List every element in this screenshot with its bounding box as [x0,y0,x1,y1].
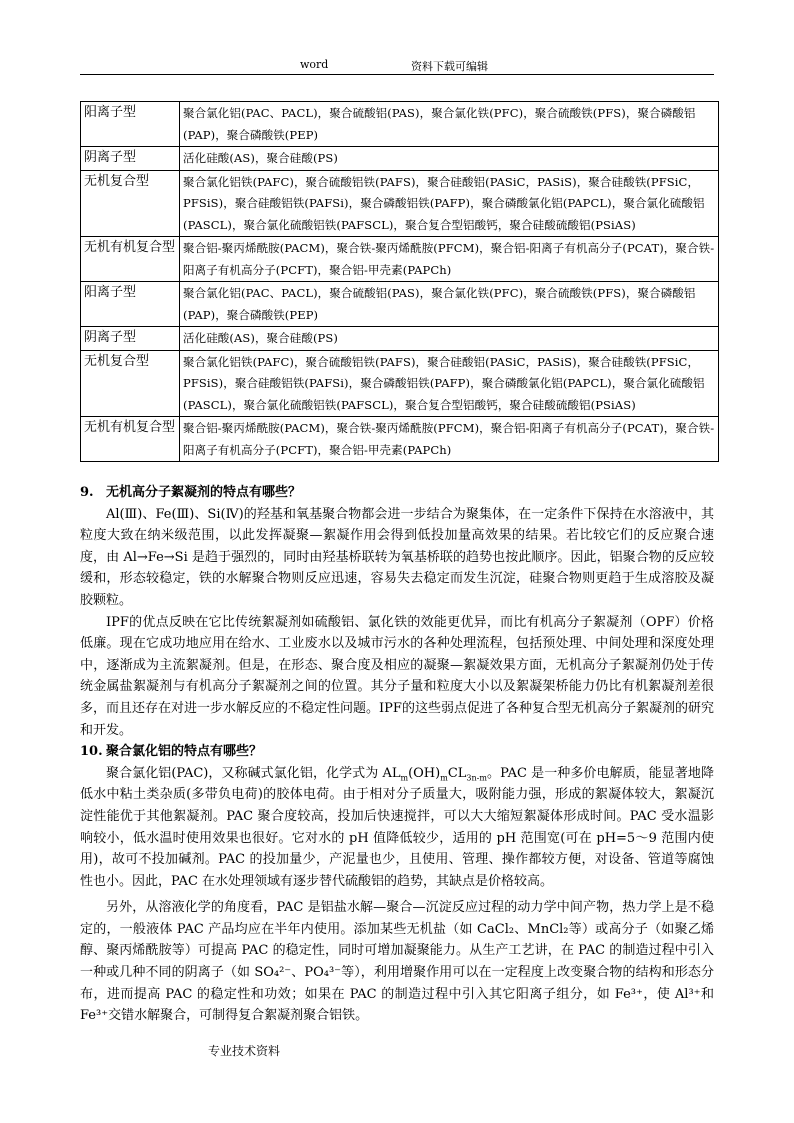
question-title: 聚合氯化铝的特点有哪些？ [106,744,263,760]
flocculant-type-cell: 阳离子型 [81,282,180,327]
flocculant-list-cell: 聚合氯化铝铁(PAFC)，聚合硫酸铝铁(PAFS)，聚合硅酸铝(PASiC，PASiS)，聚合硅酸铁(PFSiC，PFSiS)，聚合硅酸铝铁(PAFSi)，聚合磷酸铝铁(PAFP)，聚合磷酸氯化铝(PAPCL)，聚合氯化硫酸铝(PASCL)，聚合氯化硫酸铝铁(PAFSCL)，聚合复合型铝酸钙，聚合硅酸硫酸铝(PSiAS) [180,170,719,237]
text-run: 聚合氯化铝(PAC)，又称碱式氯化铝，化学式为 AL [106,765,401,781]
flocculant-type-cell: 无机复合型 [81,350,180,417]
question-9-heading [80,482,714,504]
flocculant-list-cell: 聚合铝-聚丙烯酰胺(PACM)，聚合铁-聚丙烯酰胺(PFCM)，聚合铝-阳离子有机高分子(PCAT)，聚合铁-阳离子有机高分子(PCFT)，聚合铝-甲壳素(PAPCh) [180,237,719,282]
flocculant-list-cell: 活化硅酸(AS)，聚合硅酸(PS) [180,147,719,171]
table-row [81,282,719,327]
document-body [80,482,714,1027]
flocculant-list-cell: 活化硅酸(AS)，聚合硅酸(PS) [180,327,719,351]
question-number: 9. [80,485,94,500]
table-row [81,170,719,237]
flocculant-list-cell: 聚合氯化铝(PAC、PACL)，聚合硫酸铝(PAS)，聚合氯化铁(PFC)，聚合硫酸铁(PFS)，聚合磷酸铝(PAP)，聚合磷酸铁(PEP) [180,102,719,147]
paragraph: IPF的优点反映在它比传统絮凝剂如硫酸铝、氯化铁的效能更优异，而比有机高分子絮凝剂（OPF）价格低廉。现在它成功地应用在给水、工业废水以及城市污水的各种处理流程，包括预处理、中间处理和深度处理中，逐渐成为主流絮凝剂。但是，在形态、聚合度及相应的凝聚—絮凝效果方面，无机高分子絮凝剂仍处于传统金属盐絮凝剂与有机高分子絮凝剂之间的位置。其分子量和粒度大小以及絮凝架桥能力仍比有机絮凝剂差很多，而且还存在对进一步水解反应的不稳定性问题。IPF的这些弱点促进了各种复合型无机高分子絮凝剂的研究和开发。 [80,614,714,738]
question-10-heading [80,741,714,763]
flocculant-type-cell: 无机有机复合型 [81,237,180,282]
flocculant-list-cell: 聚合氯化铝(PAC、PACL)，聚合硫酸铝(PAS)，聚合氯化铁(PFC)，聚合硫酸铁(PFS)，聚合磷酸铝(PAP)，聚合磷酸铁(PEP) [180,282,719,327]
table-row [81,417,719,462]
table-row [81,102,719,147]
flocculant-type-cell: 阳离子型 [81,102,180,147]
question-title: 无机高分子絮凝剂的特点有哪些？ [106,485,302,500]
paragraph [80,763,714,893]
header-word-label: word [300,58,329,71]
page-header [80,56,714,75]
flocculant-list-cell: 聚合铝-聚丙烯酰胺(PACM)，聚合铁-聚丙烯酰胺(PFCM)，聚合铝-阳离子有机高分子(PCAT)，聚合铁-阳离子有机高分子(PCFT)，聚合铝-甲壳素(PAPCh) [180,417,719,462]
table-row [81,327,719,351]
table-row [81,147,719,171]
flocculant-classification-table [80,101,719,462]
paragraph: Al(Ⅲ)、Fe(Ⅲ)、Si(Ⅳ)的羟基和氧基聚合物都会进一步结合为聚集体，在一定条件下保持在水溶液中，其粒度大致在纳米级范围，以此发挥凝聚—絮凝作用会得到低投加量高效果的结果。若比较它们的反应聚合速度，由 Al→Fe→Si 是趋于强烈的，同时由羟基桥联转为氧基桥联的趋势也按此顺序。因此，铝聚合物的反应较缓和，形态较稳定，铁的水解聚合物则反应迅速，容易失去稳定而发生沉淀，硅聚合物则更趋于生成溶胶及凝胶颗粒。 [80,506,714,608]
table-row [81,350,719,417]
chemical-formula: $_m(OH)_mCL_{3n-m}$ [400,765,487,783]
flocculant-type-cell: 无机有机复合型 [81,417,180,462]
header-download-label: 资料下载可编辑 [411,60,488,73]
text-run: 。PAC 是一种多价电解质，能显著地降低水中粘土类杂质(多带负电荷)的胶体电荷。由于相对分子质量大，吸附能力强，形成的絮凝体较大，絮凝沉淀性能优于其他絮凝剂。PAC 聚合度较高，投加后快速搅拌，可以大大缩短絮凝体形成时间。PAC 受水温影响较小，低水温时使用效果也很好。它对水的 pH 值降低较少，适用的 pH 范围宽(可在 pH=5～9 范围内使用)，故可不投加碱剂。PAC 的投加量少，产泥量也少，且使用、管理、操作都较方便，对设备、管道等腐蚀性也小。因此，PAC 在水处理领域有逐步替代硫酸铝的趋势，其缺点是价格较高。 [80,765,714,889]
flocculant-type-cell: 阴离子型 [81,147,180,171]
flocculant-list-cell: 聚合氯化铝铁(PAFC)，聚合硫酸铝铁(PAFS)，聚合硅酸铝(PASiC，PASiS)，聚合硅酸铁(PFSiC，PFSiS)，聚合硅酸铝铁(PAFSi)，聚合磷酸铝铁(PAFP)，聚合磷酸氯化铝(PAPCL)，聚合氯化硫酸铝(PASCL)，聚合氯化硫酸铝铁(PAFSCL)，聚合复合型铝酸钙，聚合硅酸硫酸铝(PSiAS) [180,350,719,417]
table-row [81,237,719,282]
flocculant-type-cell: 无机复合型 [81,170,180,237]
flocculant-type-cell: 阴离子型 [81,327,180,351]
page-footer: 专业技术资料 [208,1044,281,1058]
paragraph: 另外，从溶液化学的角度看，PAC 是铝盐水解—聚合—沉淀反应过程的动力学中间产物，热力学上是不稳定的，一般液体 PAC 产品均应在半年内使用。添加某些无机盐（如 CaCl₂、MnCl₂等）或高分子（如聚乙烯醇、聚丙烯酰胺等）可提高 PAC 的稳定性，同时可增加凝聚能力。从生产工艺讲，在 PAC 的制造过程中引入一种或几种不同的阴离子（如 SO₄²⁻、PO₄³⁻等），利用增聚作用可以在一定程度上改变聚合物的结构和形态分布，进而提高 PAC 的稳定性和功效；如果在 PAC 的制造过程中引入其它阳离子组分，如 Fe³⁺，使 Al³⁺和 Fe³⁺交错水解聚合，可制得复合絮凝剂聚合铝铁。 [80,900,714,1024]
question-number: 10. [80,744,103,760]
